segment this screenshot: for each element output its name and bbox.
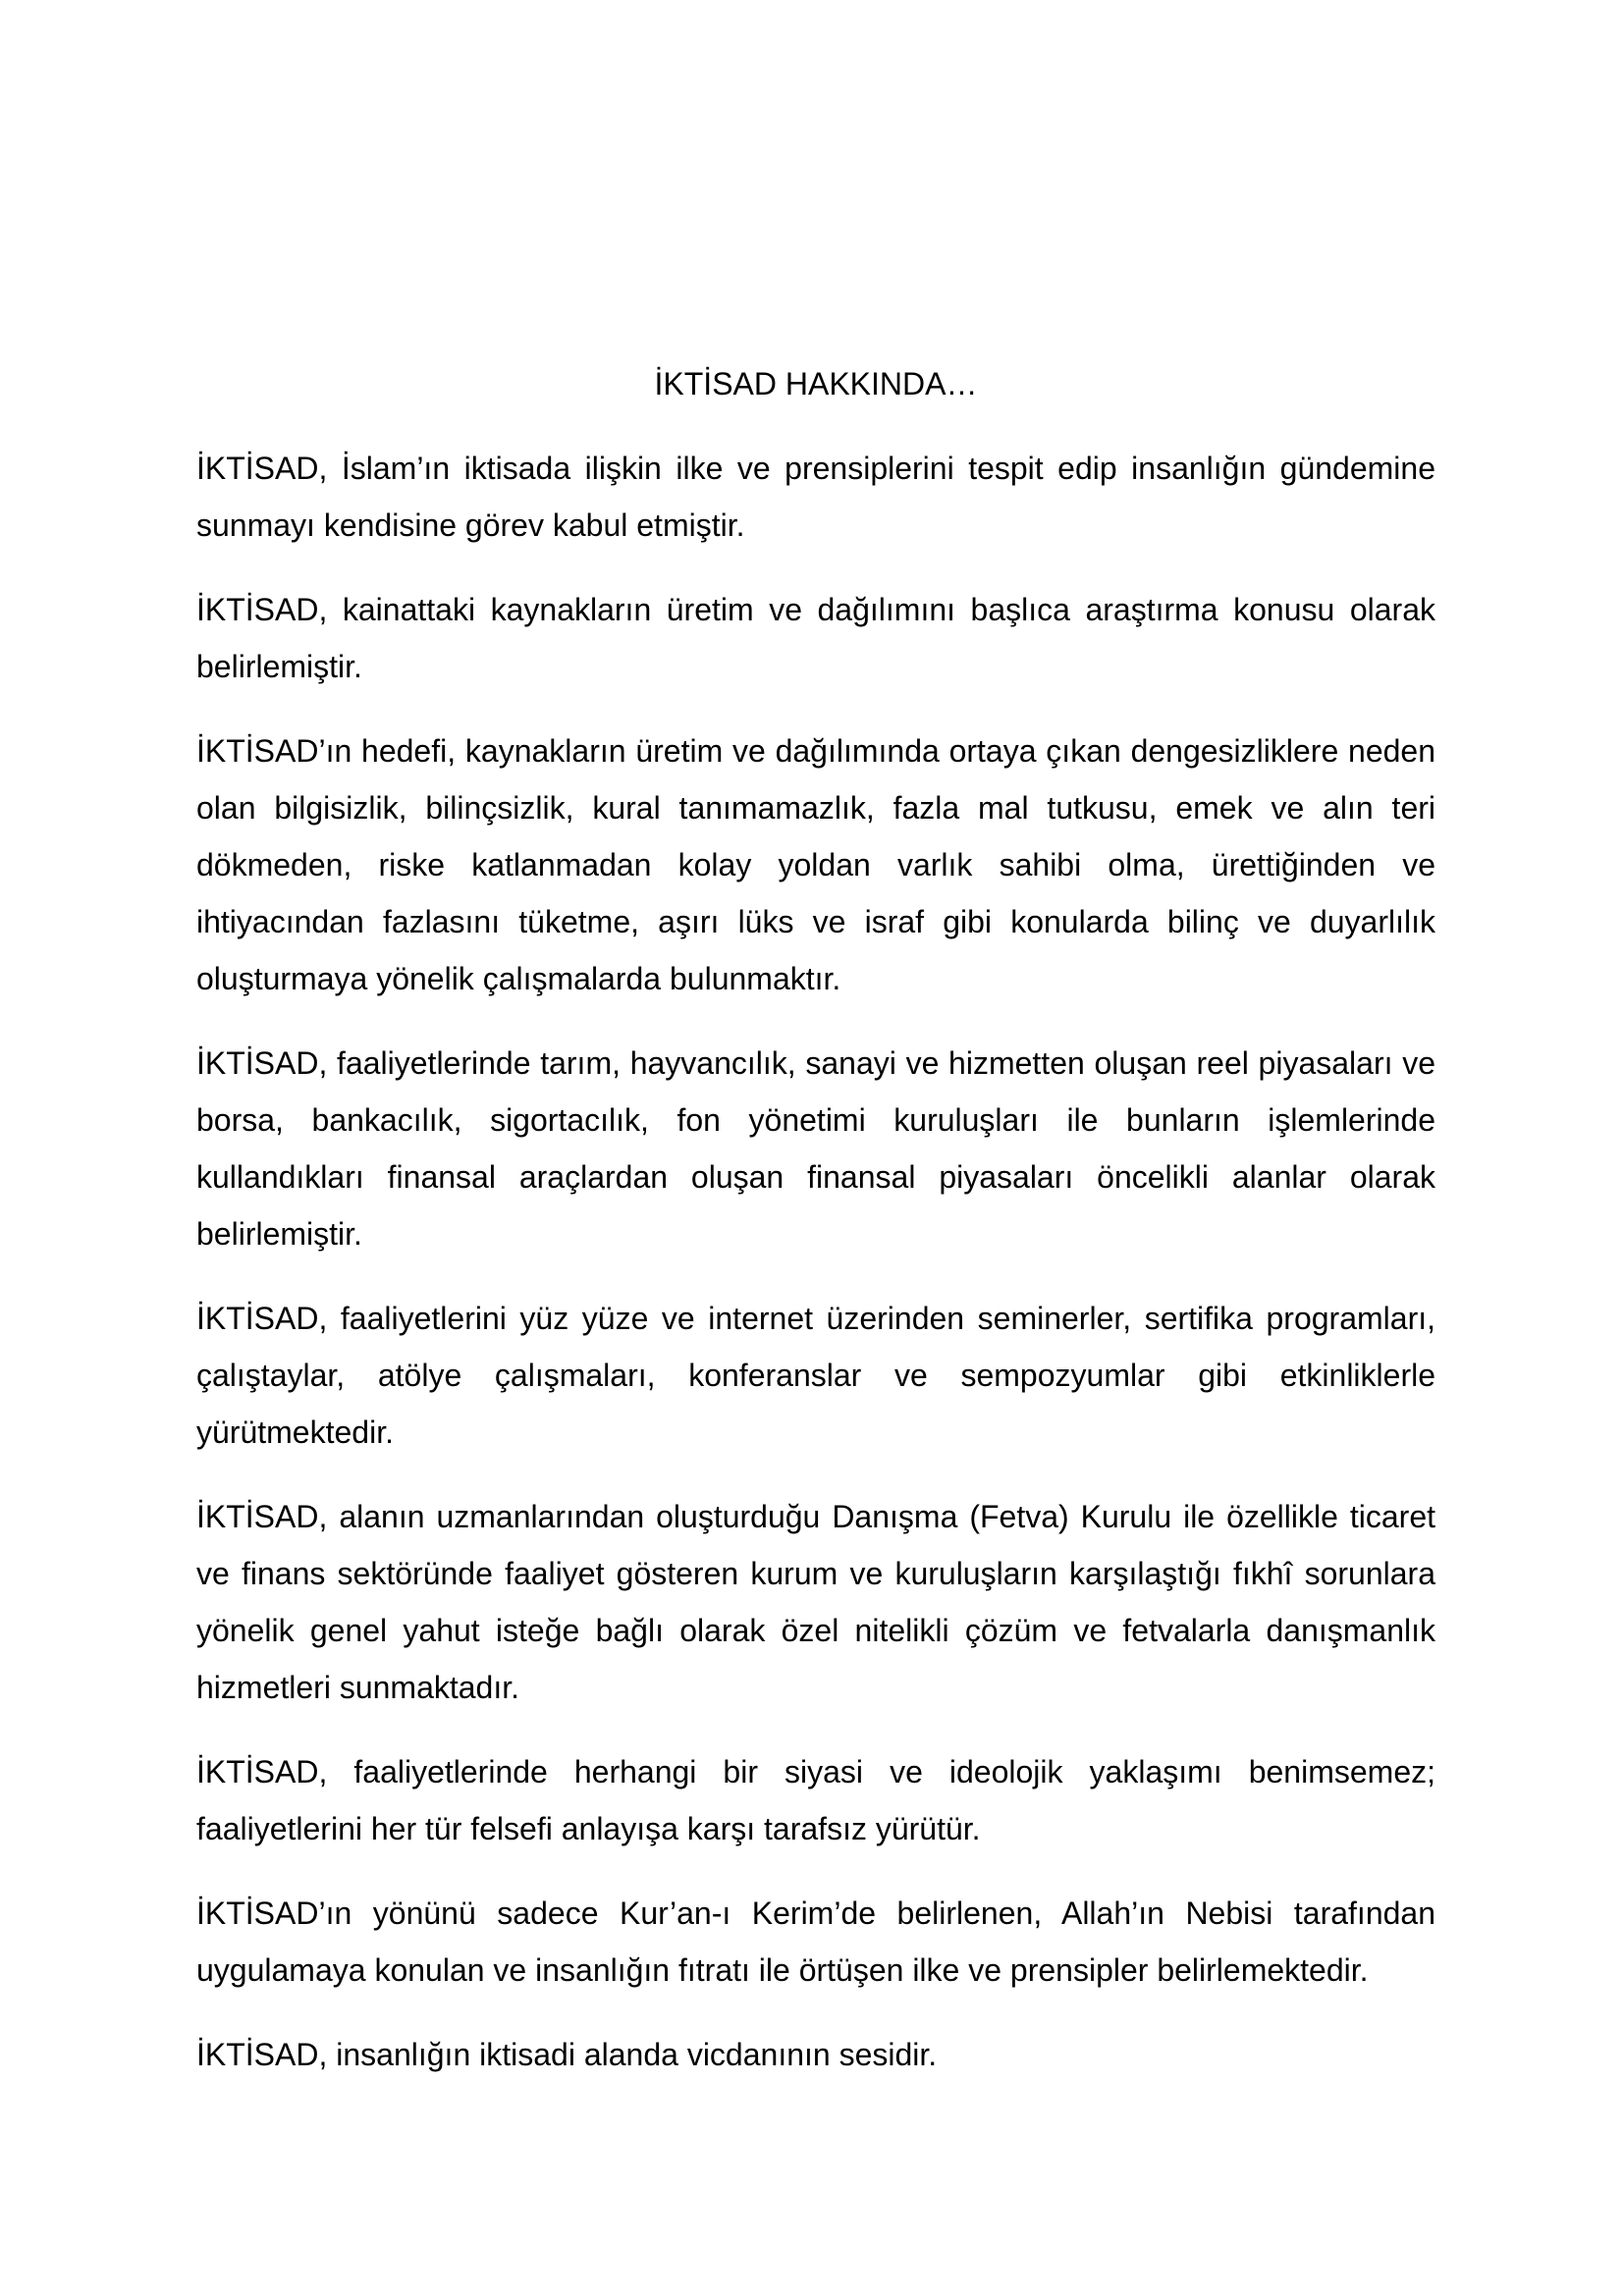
paragraph-5: İKTİSAD, faaliyetlerini yüz yüze ve internet üzerinden seminerler, sertifika programları, çalıştaylar, atölye çalışmaları, konferanslar ve sempozyumlar gibi etkinliklerle yürütmektedir. [196,1301,1435,1450]
paragraph-4: İKTİSAD, faaliyetlerinde tarım, hayvancılık, sanayi ve hizmetten oluşan reel piyasaları ve borsa, bankacılık, sigortacılık, fon yönetimi kuruluşları ile bunların işlemlerinde kullandıkları finansal araçlardan oluşan finansal piyasaları öncelikli alanlar olarak belirlemiştir. [196,1045,1435,1252]
paragraph-2: İKTİSAD, kainattaki kaynakların üretim ve dağılımını başlıca araştırma konusu olarak belirlemiştir. [196,592,1435,684]
paragraph-3: İKTİSAD’ın hedefi, kaynakların üretim ve dağılımında ortaya çıkan dengesizliklere neden olan bilgisizlik, bilinçsizlik, kural tanımamazlık, fazla mal tutkusu, emek ve alın teri dökmeden, riske katlanmadan kolay yoldan varlık sahibi olma, ürettiğinden ve ihtiyacından fazlasını tüketme, aşırı lüks ve israf gibi konularda bilinç ve duyarlılık oluşturmaya yönelik çalışmalarda bulunmaktır. [196,733,1435,996]
paragraph-1: İKTİSAD, İslam’ın iktisada ilişkin ilke ve prensiplerini tespit edip insanlığın gündemine sunmayı kendisine görev kabul etmiştir. [196,451,1435,543]
paragraph-7: İKTİSAD, faaliyetlerinde herhangi bir siyasi ve ideolojik yaklaşımı benimsemez; faaliyetlerini her tür felsefi anlayışa karşı tarafsız yürütür. [196,1754,1435,1846]
document-body [196,355,1435,2110]
paragraph-6: İKTİSAD, alanın uzmanlarından oluşturduğu Danışma (Fetva) Kurulu ile özellikle ticaret ve finans sektöründe faaliyet gösteren kurum ve kuruluşların karşılaştığı fıkhî sorunlara yönelik genel yahut isteğe bağlı olarak özel nitelikli çözüm ve fetvalarla danışmanlık hizmetleri sunmaktadır. [196,1499,1435,1705]
document-title: İKTİSAD HAKKINDA… [654,366,978,401]
paragraph-8: İKTİSAD’ın yönünü sadece Kur’an-ı Kerim’de belirlenen, Allah’ın Nebisi tarafından uygulamaya konulan ve insanlığın fıtratı ile örtüşen ilke ve prensipler belirlemektedir. [196,1896,1435,1988]
paragraph-9: İKTİSAD, insanlığın iktisadi alanda vicdanının sesidir. [196,2037,938,2072]
